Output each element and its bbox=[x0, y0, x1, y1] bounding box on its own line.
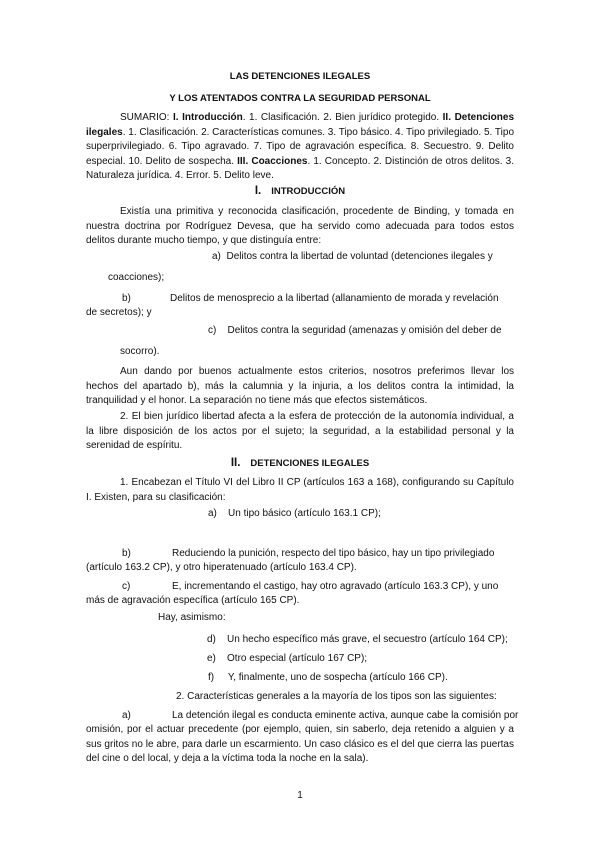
list-item-c-continuation: socorro). bbox=[120, 346, 160, 357]
document-title-line-2: Y LOS ATENTADOS CONTRA LA SEGURIDAD PERSONAL bbox=[169, 93, 431, 104]
summary-section-3-items: . 1. Concepto. 2. Distinción de otros delitos. 3. Naturaleza jurídica. 4. Error. 5. Delito leve. bbox=[86, 155, 515, 181]
list2-item-a-letter: a) bbox=[208, 508, 217, 519]
paragraph-a-letter: a) bbox=[122, 710, 131, 721]
list2-item-c-text: E, incrementando el castigo, hay otro agravado (artículo 163.3 CP), y uno bbox=[172, 581, 499, 592]
summary-section-2-num: II. bbox=[442, 112, 451, 123]
section-heading-detenciones bbox=[0, 456, 600, 472]
summary-section-2-title: Detenciones ilegales bbox=[86, 112, 515, 138]
list2-item-f-letter: f) bbox=[208, 672, 215, 683]
section-1-title: INTRODUCCIÓN bbox=[271, 186, 346, 197]
list2-item-c-continuation: más de agravación específica (artículo 165 CP). bbox=[86, 595, 300, 606]
summary-section-3-title: Coacciones bbox=[251, 155, 308, 167]
list2-item-c-letter: c) bbox=[122, 581, 131, 592]
summary-paragraph bbox=[86, 111, 514, 184]
paragraph-titulo-vi: 1. Encabezan el Título VI del Libro II CP (artículos 163 a 168), configurando su Capítulo I. Existen, para su clasificación: bbox=[86, 477, 514, 503]
list-item-b-text: Delitos de menosprecio a la libertad (allanamiento de morada y revelación bbox=[170, 293, 499, 304]
list2-item-b-text: Reduciendo la punición, respecto del tipo básico, hay un tipo privilegiado bbox=[172, 548, 495, 559]
section-2-number: II. bbox=[230, 457, 241, 469]
summary-section-2-items: . 1. Clasificación. 2. Características comunes. 3. Tipo básico. 4. Tipo privilegiado. 5. Tipo superprivilegiado. 6. Tipo agravado. 7. Tipo de agravación específica. 8. Secuestro. 9. Delito especial. 10. Delito de sospecha. bbox=[86, 126, 515, 167]
list2-item-e-text: Otro especial (artículo 167 CP); bbox=[227, 653, 368, 664]
document-title-line-1: LAS DETENCIONES ILEGALES bbox=[229, 71, 371, 82]
list-item-a-text: Delitos contra la libertad de voluntad (detenciones ilegales y bbox=[226, 251, 493, 262]
list2-item-f bbox=[208, 671, 448, 686]
list2-item-d-letter: d) bbox=[207, 634, 216, 645]
summary-section-1-title: Introducción bbox=[182, 112, 243, 123]
summary-section-3-num: III. bbox=[237, 155, 249, 167]
list2-item-e-letter: e) bbox=[207, 653, 216, 664]
list2-item-d bbox=[207, 633, 508, 648]
list2-item-d-text: Un hecho específico más grave, el secuestro (artículo 164 CP); bbox=[227, 634, 508, 645]
summary-section-1-items: . 1. Clasificación. 2. Bien jurídico protegido. bbox=[242, 112, 440, 123]
list-item-c-text: Delitos contra la seguridad (amenazas y omisión del deber de bbox=[227, 325, 502, 336]
list-item-c-letter: c) bbox=[208, 325, 217, 336]
list2-item-a-text: Un tipo básico (artículo 163.1 CP); bbox=[228, 508, 381, 519]
list2-item-a bbox=[208, 507, 381, 522]
section-1-number: I. bbox=[254, 185, 262, 197]
paragraph-bien-juridico: 2. El bien jurídico libertad afecta a la esfera de protección de la autonomía individual, a la libre disposición de los actos por el sujeto; la seguridad, a la estabilidad personal y la serenidad de espíritu. bbox=[86, 411, 514, 451]
list-item-a-continuation: coacciones); bbox=[108, 272, 165, 283]
list2-item-b-continuation: (artículo 163.2 CP), y otro hiperatenuado (artículo 163.4 CP). bbox=[86, 562, 357, 573]
paragraph-criterios: Aun dando por buenos actualmente estos criterios, nosotros preferimos llevar los hechos del apartado b), más la calumnia y la injuria, a los delitos contra la intimidad, la tranquilidad y el honor. La separación no tiene más que efectos sistemáticos. bbox=[86, 366, 514, 406]
list-item-b-letter: b) bbox=[122, 293, 131, 304]
list2-item-f-text: Y, finalmente, uno de sospecha (artículo 166 CP). bbox=[227, 672, 448, 683]
page-number: 1 bbox=[297, 790, 303, 801]
paragraph-a-first-line: La detención ilegal es conducta eminente activa, aunque cabe la comisión por bbox=[172, 710, 519, 721]
list-item-b-continuation: de secretos); y bbox=[86, 307, 152, 318]
paragraph-a-body: omisión, por el actuar precedente (por ejemplo, quien, sin saberlo, deja retenido a alguien y a sus gritos no le abre, para darle un escarmiento. Un caso clásico es el del que cierra las puertas del cine o del local, y deja a la víctima toda la noche en la sala). bbox=[86, 724, 514, 764]
list2-item-e bbox=[207, 652, 367, 667]
list-item-a-letter: a) bbox=[212, 251, 221, 262]
hay-asimismo: Hay, asimismo: bbox=[158, 612, 226, 623]
paragraph-caracteristicas: 2. Características generales a la mayoría de los tipos son las siguientes: bbox=[176, 691, 497, 702]
summary-label: SUMARIO: bbox=[120, 112, 170, 123]
summary-section-1-num: I. bbox=[173, 112, 179, 123]
paragraph-binding: Existía una primitiva y reconocida clasificación, procedente de Binding, y tomada en nuestra doctrina por Rodríguez Devesa, que ha servido como adecuada para todos estos delitos durante mucho tiempo, y que distinguía entre: bbox=[86, 206, 514, 246]
section-heading-introduccion bbox=[0, 184, 600, 200]
list2-item-b-letter: b) bbox=[122, 548, 131, 559]
list-item-a bbox=[212, 250, 514, 265]
section-2-title: DETENCIONES ILEGALES bbox=[250, 458, 370, 469]
list-item-c bbox=[208, 324, 502, 339]
